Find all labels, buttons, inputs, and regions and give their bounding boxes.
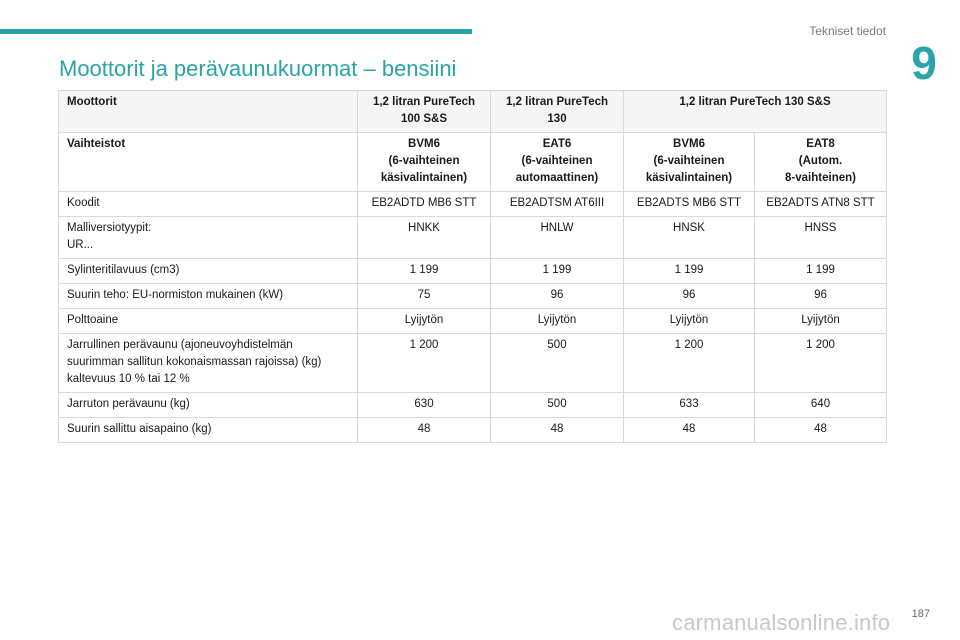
table-row [59, 334, 887, 393]
table-cell: 75 [358, 284, 491, 309]
table-cell: 48 [755, 418, 887, 443]
gearbox-line: BVM6 [673, 138, 705, 150]
table-cell: 1 199 [624, 259, 755, 284]
gearbox-line: käsivalintainen) [380, 172, 468, 184]
table-header-cell: 1,2 litran PureTech 130 S&S [624, 91, 887, 133]
table-cell: 48 [624, 418, 755, 443]
section-label: Tekniset tiedot [809, 24, 886, 38]
row-label-line: UR... [67, 239, 94, 251]
gearbox-line: käsivalintainen) [645, 172, 733, 184]
table-cell: 1 200 [755, 334, 887, 393]
row-label-line: Malliversiotyypit: [67, 222, 152, 234]
gearbox-cell [491, 133, 624, 192]
table-row [59, 309, 887, 334]
table-header-row [59, 91, 887, 133]
row-label: Polttoaine [59, 309, 358, 334]
gearbox-line: EAT6 [542, 138, 572, 150]
table-row [59, 259, 887, 284]
table-cell: 500 [491, 393, 624, 418]
gearbox-line: automaattinen) [515, 172, 599, 184]
table-cell: Lyijytön [755, 309, 887, 334]
row-label-line: kaltevuus 10 % tai 12 % [67, 373, 190, 385]
table-cell: 96 [624, 284, 755, 309]
gearbox-row [59, 133, 887, 192]
table-cell: 96 [491, 284, 624, 309]
gearbox-line: BVM6 [408, 138, 440, 150]
chapter-number: 9 [911, 37, 937, 89]
row-label: Koodit [59, 192, 358, 217]
table-header-cell: 1,2 litran PureTech 130 [491, 91, 624, 133]
row-label [59, 334, 358, 393]
table-cell: 630 [358, 393, 491, 418]
table-cell: Lyijytön [624, 309, 755, 334]
table-cell: 1 199 [491, 259, 624, 284]
table-header-cell: 1,2 litran PureTech 100 S&S [358, 91, 491, 133]
table-cell: 1 200 [358, 334, 491, 393]
engine-spec-table [58, 90, 887, 443]
top-accent-bar [0, 29, 472, 34]
table-cell: HNLW [491, 217, 624, 259]
table-row [59, 217, 887, 259]
watermark: carmanualsonline.info [672, 610, 891, 635]
table-cell: HNSK [624, 217, 755, 259]
row-label: Jarruton perävaunu (kg) [59, 393, 358, 418]
gearbox-line: (Autom. [798, 155, 843, 167]
gearbox-label: Vaihteistot [59, 133, 358, 192]
table-cell: Lyijytön [358, 309, 491, 334]
table-row [59, 418, 887, 443]
table-cell: 48 [358, 418, 491, 443]
table-row [59, 393, 887, 418]
gearbox-line: (6-vaihteinen [521, 155, 593, 167]
table-cell: HNSS [755, 217, 887, 259]
gearbox-line: (6-vaihteinen [653, 155, 725, 167]
table-cell: 500 [491, 334, 624, 393]
table-cell: EB2ADTSM AT6III [491, 192, 624, 217]
gearbox-cell [755, 133, 887, 192]
page-title: Moottorit ja perävaunukuormat – bensiini [59, 56, 457, 81]
table-cell: 1 199 [358, 259, 491, 284]
row-label: Suurin teho: EU-normiston mukainen (kW) [59, 284, 358, 309]
row-label [59, 217, 358, 259]
table-cell: 96 [755, 284, 887, 309]
table-cell: 633 [624, 393, 755, 418]
gearbox-cell [358, 133, 491, 192]
gearbox-cell [624, 133, 755, 192]
table-cell: HNKK [358, 217, 491, 259]
table-cell: EB2ADTD MB6 STT [358, 192, 491, 217]
row-label-line: Jarrullinen perävaunu (ajoneuvoyhdistelmän [67, 339, 293, 351]
table-cell: EB2ADTS ATN8 STT [755, 192, 887, 217]
table-row [59, 284, 887, 309]
table-cell: Lyijytön [491, 309, 624, 334]
table-cell: 48 [491, 418, 624, 443]
table-row [59, 192, 887, 217]
table-cell: 640 [755, 393, 887, 418]
table-cell: 1 200 [624, 334, 755, 393]
row-label: Sylinteritilavuus (cm3) [59, 259, 358, 284]
page-number: 187 [911, 608, 930, 620]
table-cell: 1 199 [755, 259, 887, 284]
row-label-line: suurimman sallitun kokonaismassan rajoissa) (kg) [67, 356, 322, 368]
table-header-cell: Moottorit [59, 91, 358, 133]
table-cell: EB2ADTS MB6 STT [624, 192, 755, 217]
gearbox-line: 8-vaihteinen) [785, 172, 856, 184]
gearbox-line: (6-vaihteinen [388, 155, 460, 167]
row-label: Suurin sallittu aisapaino (kg) [59, 418, 358, 443]
gearbox-line: EAT8 [806, 138, 835, 150]
